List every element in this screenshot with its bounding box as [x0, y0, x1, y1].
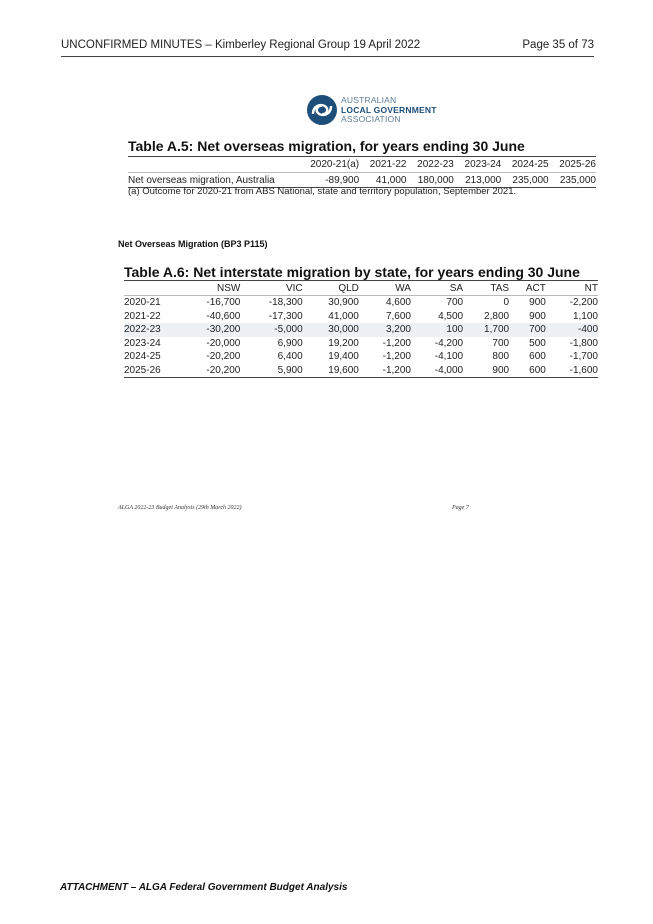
- header-title: UNCONFIRMED MINUTES – Kimberley Regional Group 19 April 2022: [61, 39, 421, 51]
- table-cell: 700: [446, 297, 464, 309]
- table-cell: 900: [463, 364, 509, 378]
- column-header: SA: [411, 281, 463, 296]
- table-cell: 7,600: [385, 310, 411, 322]
- table-cell: -5,000: [240, 323, 302, 337]
- table-a6-title: Table A.6: Net interstate migration by state, for years ending 30 June: [124, 264, 580, 280]
- column-header: 2021-22: [359, 157, 406, 173]
- table-cell: -1,800: [569, 337, 598, 349]
- table-cell: -30,200: [178, 323, 240, 337]
- column-header: 2025-26: [549, 157, 596, 173]
- column-header-empty: [128, 157, 296, 173]
- table-cell: 3,200: [359, 323, 411, 337]
- table-cell: 4,500: [438, 310, 464, 322]
- table-cell: -2,200: [569, 297, 598, 309]
- row-label: 2022-23: [124, 323, 178, 337]
- table-a6: [124, 280, 598, 378]
- row-label: 2024-25: [124, 351, 161, 363]
- column-header: NT: [546, 281, 598, 296]
- table-cell: -1,200: [382, 351, 411, 363]
- table-row: [124, 323, 598, 337]
- table-cell: 180,000: [407, 173, 454, 188]
- column-header: 2023-24: [454, 157, 501, 173]
- table-cell: -40,600: [206, 310, 241, 322]
- table-cell: -16,700: [206, 297, 241, 309]
- section-subheading: Net Overseas Migration (BP3 P115): [118, 239, 268, 249]
- table-cell: -18,300: [268, 297, 303, 309]
- table-a5-title: Table A.5: Net overseas migration, for years ending 30 June: [128, 138, 525, 154]
- table-header-row: [128, 157, 596, 173]
- row-label: 2025-26: [124, 364, 178, 378]
- table-cell: 2,800: [484, 310, 510, 322]
- column-header: 2024-25: [501, 157, 548, 173]
- table-row: [124, 350, 598, 364]
- table-cell: 600: [529, 351, 546, 363]
- table-header-row: [124, 281, 598, 296]
- logo-line-2: LOCAL GOVERNMENT: [341, 104, 437, 115]
- table-cell: 30,000: [303, 323, 359, 337]
- table-cell: -4,200: [434, 337, 464, 349]
- column-header: NSW: [178, 281, 240, 296]
- table-cell: -1,200: [382, 337, 411, 349]
- column-header: WA: [359, 281, 411, 296]
- table-a5: [128, 156, 596, 188]
- alga-logo: [306, 94, 446, 126]
- table-row: [124, 364, 598, 378]
- table-cell: -1,700: [569, 351, 598, 363]
- table-cell: 41,000: [359, 173, 406, 188]
- table-row: [124, 296, 598, 310]
- table-cell: 19,600: [303, 364, 359, 378]
- page-header: [61, 38, 594, 57]
- table-cell: 6,900: [277, 337, 303, 349]
- row-label: 2021-22: [124, 310, 161, 322]
- alga-logo-icon: [306, 94, 338, 126]
- column-header: QLD: [303, 281, 359, 296]
- table-cell: 1,100: [572, 310, 598, 322]
- column-header: 2022-23: [407, 157, 454, 173]
- table-cell: -17,300: [268, 310, 303, 322]
- table-cell: 1,700: [463, 323, 509, 337]
- table-cell: 19,200: [328, 337, 359, 349]
- row-label: 2023-24: [124, 337, 161, 349]
- table-row: [124, 337, 598, 351]
- attachment-label: ATTACHMENT – ALGA Federal Government Budget Analysis: [60, 882, 348, 893]
- table-cell: 41,000: [328, 310, 359, 322]
- table-row: [124, 310, 598, 324]
- table-cell: 4,600: [385, 297, 411, 309]
- column-header: 2020-21(a): [296, 157, 359, 173]
- logo-line-3: ASSOCIATION: [341, 114, 401, 124]
- table-cell: 700: [492, 337, 510, 349]
- table-cell: 600: [509, 364, 546, 378]
- column-header: TAS: [463, 281, 509, 296]
- table-cell: -400: [546, 323, 598, 337]
- table-cell: -20,000: [206, 337, 241, 349]
- table-cell: 213,000: [454, 173, 501, 188]
- table-cell: -89,900: [296, 173, 359, 188]
- row-label: 2020-21: [124, 297, 161, 309]
- row-label: Net overseas migration, Australia: [128, 173, 296, 188]
- page-number: Page 35 of 73: [522, 39, 594, 51]
- table-cell: 100: [411, 323, 463, 337]
- document-footer-left: ALGA 2022-23 Budget Analysis (29th March 2022): [118, 505, 242, 511]
- table-cell: 5,900: [240, 364, 302, 378]
- table-cell: -1,600: [546, 364, 598, 378]
- column-header: ACT: [509, 281, 546, 296]
- table-cell: 500: [529, 337, 546, 349]
- table-cell: -20,200: [178, 364, 240, 378]
- table-cell: 235,000: [501, 173, 548, 188]
- document-footer-right: Page 7: [452, 505, 469, 511]
- table-cell: -1,200: [359, 364, 411, 378]
- column-header-empty: [124, 281, 178, 296]
- table-cell: 800: [492, 351, 510, 363]
- column-header: VIC: [240, 281, 302, 296]
- logo-line-1: AUSTRALIAN: [341, 95, 397, 105]
- table-cell: 900: [529, 297, 546, 309]
- table-cell: -20,200: [206, 351, 241, 363]
- table-cell: 900: [529, 310, 546, 322]
- table-cell: 0: [503, 297, 510, 309]
- table-cell: 19,400: [328, 351, 359, 363]
- table-cell: 6,400: [277, 351, 303, 363]
- table-cell: 700: [509, 323, 546, 337]
- table-cell: -4,100: [434, 351, 464, 363]
- table-cell: -4,000: [411, 364, 463, 378]
- table-a5-footnote: (a) Outcome for 2020-21 from ABS National, state and territory population, September 2021.: [128, 186, 517, 197]
- table-cell: 235,000: [549, 173, 596, 188]
- table-cell: 30,900: [328, 297, 359, 309]
